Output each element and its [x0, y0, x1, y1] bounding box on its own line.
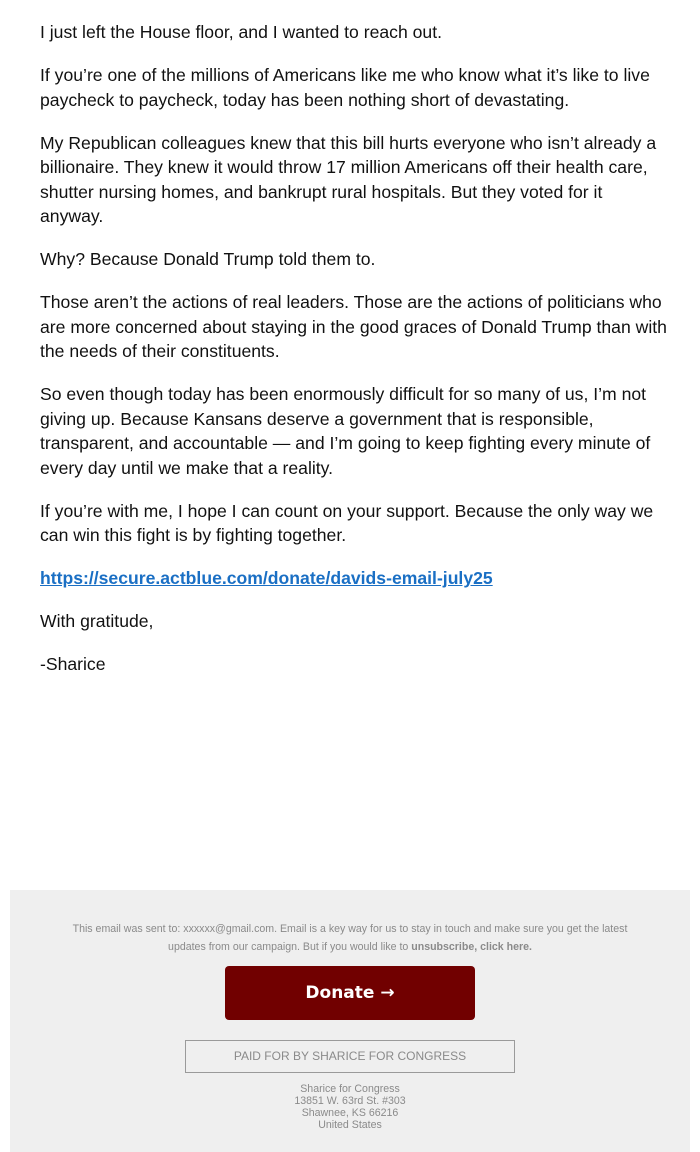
address-country: United States — [318, 1119, 382, 1131]
donate-link[interactable]: https://secure.actblue.com/donate/davids-email-july25 — [40, 568, 493, 588]
paragraph-why: Why? Because Donald Trump told them to. — [40, 249, 376, 269]
paid-for-disclaimer: PAID FOR BY SHARICE FOR CONGRESS — [185, 1040, 515, 1073]
footer-notice — [60, 920, 640, 956]
paragraph-intro: I just left the House floor, and I wanted to reach out. — [40, 22, 442, 42]
paragraph-republicans: My Republican colleagues knew that this bill hurts everyone who isn’t already a billionaire. They knew it would throw 17 million Americans off their health care, shutter nursing homes, and bankrupt rural hospitals. But they voted for it anyway. — [40, 132, 657, 226]
donate-link-paragraph — [40, 566, 670, 591]
email-body — [40, 20, 670, 695]
paragraph-not-giving-up: So even though today has been enormously difficult for so many of us, I’m not giving up. Because Kansans deserve a government that is responsible, transparent, and accountable — and I’m going to keep fighting every minute of every day until we make that a reality. — [40, 384, 651, 478]
donate-button[interactable]: Donate → — [225, 966, 475, 1020]
mailing-address — [250, 1083, 450, 1131]
address-name: Sharice for Congress — [300, 1083, 400, 1095]
closing: With gratitude, — [40, 611, 154, 631]
signature: -Sharice — [40, 654, 106, 674]
footer-notice-text: This email was sent to: xxxxxx@gmail.com. Email is a key way for us to stay in touch and make sure you get the latest updates from our campaign. But if you would like to — [72, 923, 628, 953]
address-street: 13851 W. 63rd St. #303 — [294, 1095, 406, 1107]
email-footer — [10, 890, 690, 1152]
paragraph-leaders: Those aren’t the actions of real leaders. Those are the actions of politicians who are more concerned about staying in the good graces of Donald Trump than with the needs of their constituents. — [40, 292, 667, 361]
address-city: Shawnee, KS 66216 — [301, 1107, 399, 1119]
paragraph-paycheck: If you’re one of the millions of Americans like me who know what it’s like to live paycheck to paycheck, today has been nothing short of devastating. — [40, 65, 650, 110]
paragraph-support: If you’re with me, I hope I can count on your support. Because the only way we can win this fight is by fighting together. — [40, 500, 654, 545]
unsubscribe-link[interactable]: unsubscribe, click here. — [411, 941, 532, 953]
